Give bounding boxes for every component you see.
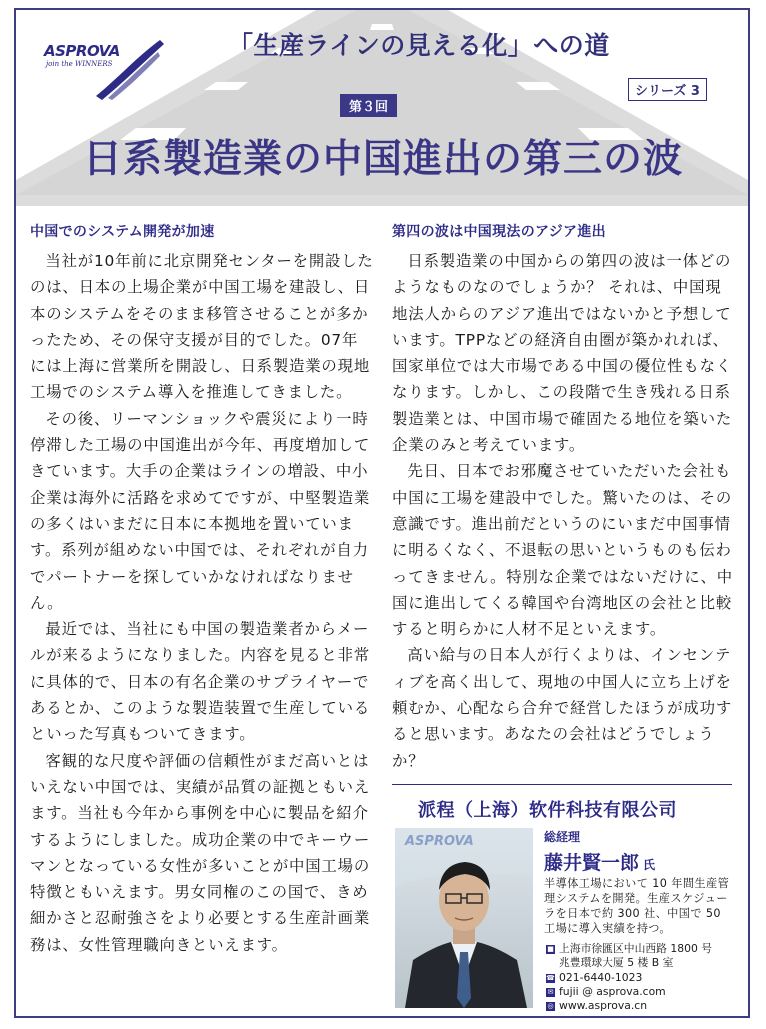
series-badge: シリーズ 3 (628, 78, 707, 101)
phone-row (546, 971, 736, 985)
brush-stroke-icon (88, 38, 168, 102)
logo-tagline: join the WINNERS (46, 60, 113, 68)
globe-icon: ◎ (547, 1002, 554, 1011)
left-paragraph: 最近では、当社にも中国の製造業者からメールが来るようになりました。内容を見ると非常に具体的で、日本の有名企業のサプライヤーであるとか、このような製造装置で生産しているといった写真もついてきます。 (30, 620, 371, 744)
right-column (392, 222, 736, 774)
profile-divider (392, 784, 732, 785)
email-row (546, 985, 736, 999)
right-heading: 第四の波は中国現法のアジア進出 (392, 224, 606, 240)
honorific: 氏 (643, 858, 656, 872)
episode-badge: 第３回 (340, 94, 397, 117)
logo-text: ASPROVA (44, 42, 120, 60)
series-title: 「生産ラインの見える化」への道 (228, 31, 610, 60)
address-line1: 上海市徐匯区中山西路 1800 号 (559, 942, 713, 955)
profile-name (544, 848, 655, 875)
phone-icon: ☎ (546, 973, 555, 982)
right-paragraph: 日系製造業の中国からの第四の波は一体どのようなものなのでしょうか？ それは、中国現地法人からのアジア進出ではないかと予想しています。TPPなどの経済自由圏が築かれれば、国家単位では大市場である中国の優位性もなくなります。しかし、この段階で生き残れる日系製造業とは、中国市場で確固たる地位を築いた企業のみと考えています。 (392, 252, 733, 455)
asprova-logo (44, 40, 170, 104)
address-row (546, 942, 736, 971)
profile-bio: 半導体工場において 10 年間生産管理システムを開発。生産スケジューラを日本で約 300 社、中国で 50 工場に導入実績を持つ。 (544, 877, 730, 935)
building-icon: ■ (547, 945, 554, 953)
name-text: 藤井賢一郎 (544, 852, 640, 874)
portrait-photo (395, 828, 533, 1008)
right-paragraph: 先日、日本でお邪魔させていただいた会社も中国に工場を建設中でした。驚いたのは、その意識です。進出前だというのにいまだ中国事情に明るくなく、不退転の思いというものも伝わってきません。特別な企業ではないだけに、中国に進出してくる韓国や台湾地区の会社と比較すると明らかに人材不足といえます。 (392, 462, 733, 639)
phone-number: 021-6440-1023 (559, 970, 643, 984)
profile-role: 総経理 (544, 830, 581, 844)
person-portrait-icon (395, 828, 533, 1008)
web-row (546, 999, 736, 1013)
website-url: www.asprova.cn (559, 999, 648, 1013)
address-line2: 兆豊環球大厦 5 楼 B 室 (559, 956, 674, 970)
left-paragraph: 当社が10年前に北京開発センターを開設したのは、日本の上場企業が中国工場を建設し、日本のシステムをそのまま移管させることが多かったため、その保守支援が目的でした。07年には上海に営業所を開設し、日系製造業の現地工場でのシステム導入を推進してきました。 (30, 252, 374, 402)
email-address: fujii @ asprova.com (559, 984, 666, 998)
mail-icon: ✉ (547, 987, 554, 996)
company-name: 派程（上海）软件科技有限公司 (418, 800, 677, 821)
contact-block (546, 942, 736, 1013)
right-paragraph: 高い給与の日本人が行くよりは、インセンティブを高く出して、現地の中国人に立ち上げを頼むか、心配なら合弁で経営したほうが成功すると思います。あなたの会社はどうでしょうか？ (392, 646, 733, 770)
left-paragraph: 客観的な尺度や評価の信頼性がまだ高いとはいえない中国では、実績が品質の証拠ともいえます。当社も今年から事例を中心に製品を紹介するようにしました。成功企業の中でキーウーマンとなっている女性が多いことが中国工場の特徴ともいえます。男女同権のこの国で、きめ細かさと忍耐強さをより必要とする生産計画業務は、女性管理職向きといえます。 (30, 751, 371, 954)
left-paragraph: その後、リーマンショックや震災により一時停滞した工場の中国進出が今年、再度増加してきています。大手の企業はラインの増設、中小企業は海外に活路を求めてですが、中堅製造業の多くはいまだに日本に本拠地を置いています。系列が組めない中国では、それぞれが自力でパートナーを探していかなければなりません。 (30, 409, 371, 612)
left-heading: 中国でのシステム開発が加速 (30, 224, 215, 240)
left-column (30, 222, 374, 958)
main-title: 日系製造業の中国進出の第三の波 (82, 137, 683, 182)
